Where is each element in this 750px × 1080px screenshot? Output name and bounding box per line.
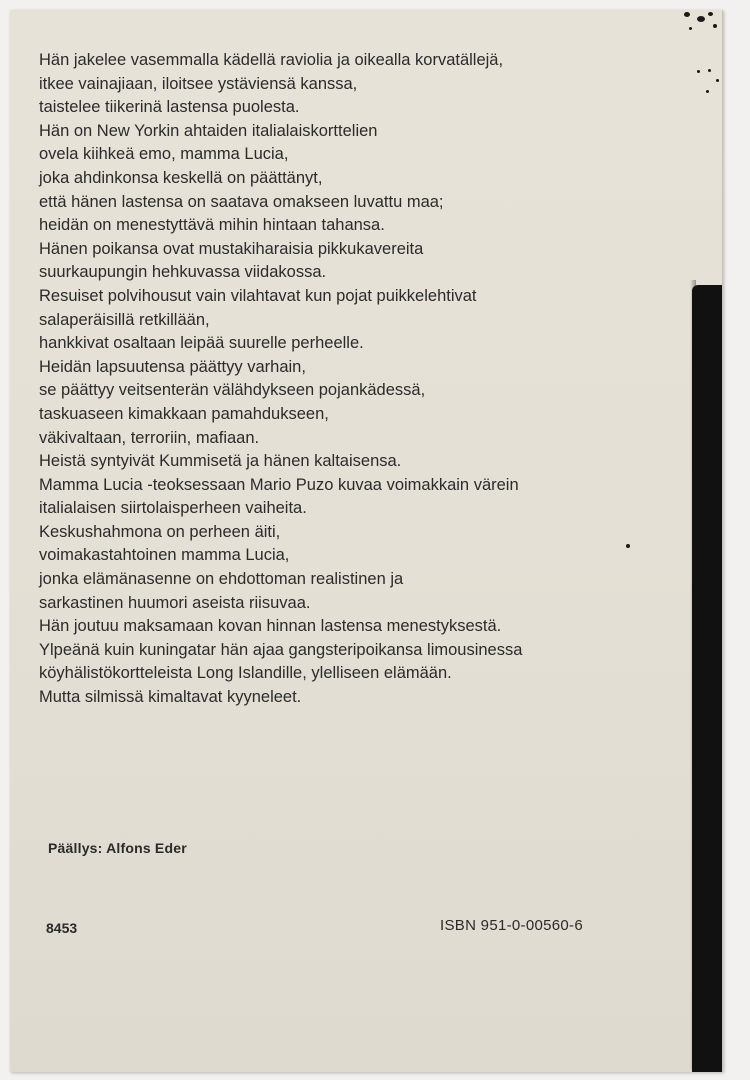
catalog-number: 8453 [46,920,78,936]
isbn-number: ISBN 951-0-00560-6 [440,917,583,934]
cover-credit: Päällys: Alfons Eder [48,840,187,856]
ink-speck [713,24,717,28]
blurb-line: Hänen poikansa ovat mustakiharaisia pikkukavereita [39,239,424,258]
blurb-line: Resuiset polvihousut vain vilahtavat kun pojat puikkelehtivat [39,286,477,305]
blurb-line: heidän on menestyttävä mihin hintaan tahansa. [39,216,385,235]
blurb-line: jonka elämänasenne on ehdottoman realistinen ja [39,570,404,589]
ink-speck [697,70,700,73]
blurb-line: italialaisen siirtolaisperheen vaiheita. [39,499,307,518]
blurb-line: hankkivat osaltaan leipää suurelle perheelle. [39,334,364,353]
blurb-line: Ylpeänä kuin kuningatar hän ajaa gangsteripoikansa limousinessa [39,640,523,659]
blurb-line: Hän joutuu maksamaan kovan hinnan lastensa menestyksestä. [39,617,502,636]
blurb-line: joka ahdinkonsa keskellä on päättänyt, [39,168,323,187]
blurb-line: Keskushahmona on perheen äiti, [39,522,281,541]
blurb-line: se päättyy veitsenterän välähdykseen pojankädessä, [39,381,426,400]
ink-speck [689,27,692,30]
ink-speck [716,79,719,82]
blurb-line: väkivaltaan, terroriin, mafiaan. [39,428,260,447]
blurb-line: Hän on New Yorkin ahtaiden italialaiskorttelien [39,121,378,140]
blurb-line: salaperäisillä retkillään, [39,310,210,329]
blurb-line: Hän jakelee vasemmalla kädellä raviolia ja oikealla korvatällejä, [39,51,504,69]
blurb-line: että hänen lastensa on saatava omakseen luvattu maa; [39,192,444,211]
ink-speck [708,12,713,16]
blurb-line: suurkaupungin hehkuvassa viidakossa. [39,263,327,282]
blurb-line: Mamma Lucia -teoksessaan Mario Puzo kuvaa voimakkain värein [39,475,519,494]
blurb-line: Mutta silmissä kimaltavat kyyneleet. [39,688,302,707]
blurb-line: taistelee tiikerinä lastensa puolesta. [39,98,300,117]
ink-speck [708,69,711,72]
blurb-line: voimakastahtoinen mamma Lucia, [39,546,290,565]
blurb-line: itkee vainajiaan, iloitsee ystäviensä kanssa, [39,74,358,93]
ink-speck [697,16,705,22]
blurb-line: ovela kiihkeä emo, mamma Lucia, [39,145,289,164]
blurb-line: sarkastinen huumori aseista riisuvaa. [39,593,311,612]
blurb-text [39,49,679,710]
ink-speck [684,12,690,17]
blurb-line: Heidän lapsuutensa päättyy varhain, [39,357,306,376]
blurb-line: Heistä syntyivät Kummisetä ja hänen kaltaisensa. [39,452,402,471]
ink-speck [706,90,709,93]
spine-black-strip [692,285,722,1072]
blurb-line: taskuaseen kimakkaan pamahdukseen, [39,404,329,423]
blurb-line: köyhälistökortteleista Long Islandille, ylelliseen elämään. [39,664,452,683]
